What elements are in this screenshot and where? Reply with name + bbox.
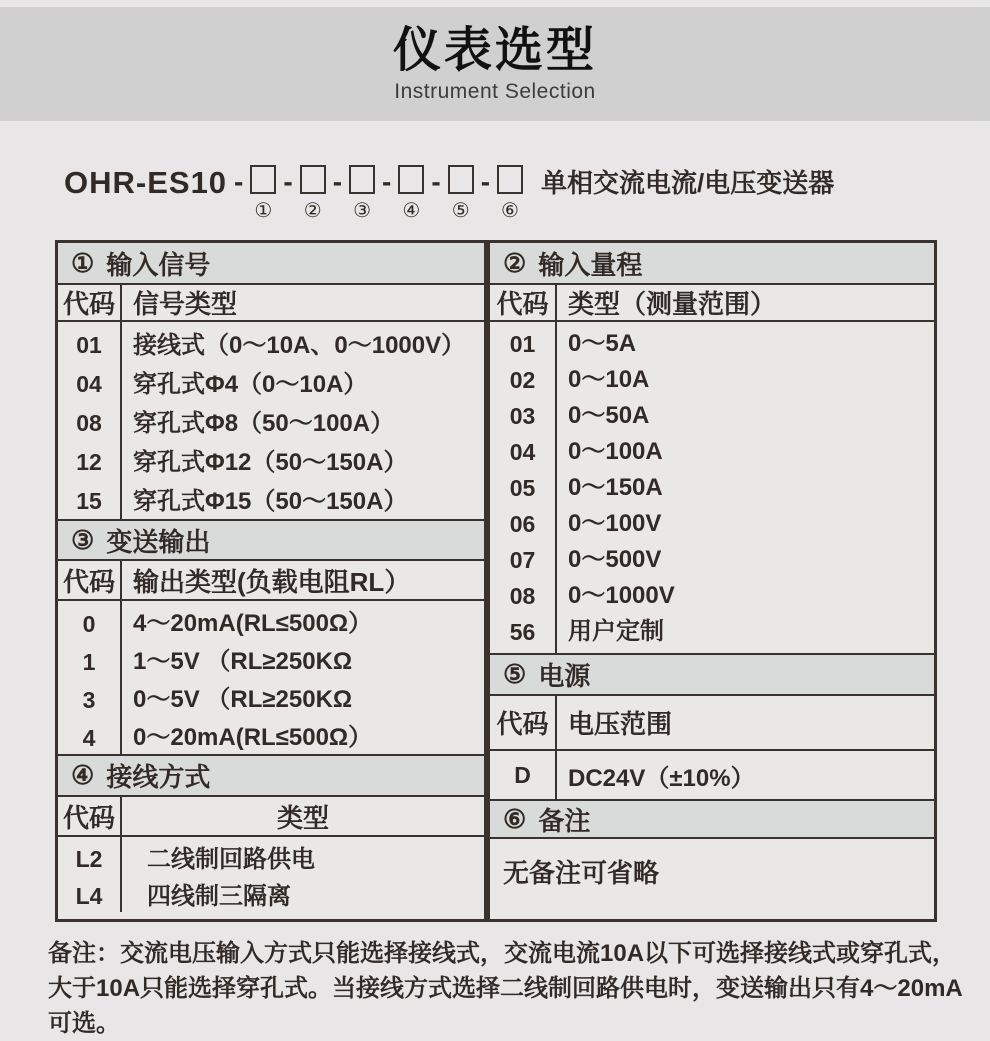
section-label: 电源 — [538, 661, 591, 691]
section-title-remark — [490, 799, 934, 839]
option-text: 4～20mA(RL≤500Ω） — [133, 610, 373, 637]
section-title-power — [490, 653, 934, 696]
value-column — [122, 837, 484, 912]
section-number: ④ — [71, 760, 95, 790]
option-text: 0～100A — [568, 438, 663, 465]
option-number-2: ② — [303, 200, 322, 222]
code-column — [490, 751, 557, 799]
option-text: 0～1000V — [568, 582, 675, 609]
selection-table-right-column — [487, 240, 937, 922]
option-text: 穿孔式Φ12（50～150A） — [133, 449, 408, 476]
code-value: 08 — [76, 410, 102, 436]
option-text: 接线式（0～10A、0～1000V） — [133, 332, 466, 359]
header-row — [58, 561, 484, 601]
code-value: 56 — [509, 619, 536, 645]
dash-separator: - — [382, 166, 392, 197]
section-label: 输入量程 — [538, 249, 643, 280]
option-text: 穿孔式Φ4（0～10A） — [133, 371, 368, 398]
code-value: 3 — [82, 687, 96, 713]
option-text: 0～500V — [568, 546, 662, 573]
option-number-3: ③ — [353, 200, 371, 222]
code-value: 02 — [509, 367, 536, 393]
option-text: 四线制三隔离 — [147, 883, 291, 910]
option-text: 0～5V （RL≥250KΩ — [133, 686, 353, 713]
section-label: 备注 — [538, 805, 591, 836]
header-row — [58, 797, 484, 837]
section-title-input-range — [490, 243, 934, 285]
code-value: 05 — [509, 475, 536, 501]
value-column — [122, 322, 484, 519]
section-output — [58, 519, 484, 754]
option-text: 0～50A — [568, 402, 650, 429]
dash-separator: - — [431, 166, 441, 197]
option-text: 0～20mA(RL≤500Ω） — [133, 724, 373, 751]
value-column — [557, 322, 934, 653]
option-text: 穿孔式Φ8（50～100A） — [133, 410, 395, 437]
dash-separator: - — [332, 166, 343, 197]
code-value: 15 — [76, 488, 102, 514]
section-title-input-signal — [58, 243, 484, 285]
dash-separator: - — [480, 166, 491, 197]
code-value: 08 — [509, 583, 536, 609]
option-text: 二线制回路供电 — [147, 846, 315, 873]
code-value: 12 — [76, 449, 102, 475]
code-value: 06 — [509, 511, 536, 537]
section-input-signal — [58, 243, 484, 519]
option-text: 用户定制 — [568, 618, 664, 645]
model-option-slot-1 — [250, 165, 276, 222]
section-number: ⑤ — [503, 659, 527, 689]
column-header-type: 类型 — [276, 802, 329, 833]
option-box-5 — [448, 165, 474, 194]
page-title: 仪表选型 — [392, 24, 597, 77]
section-body — [58, 322, 484, 519]
model-code-line — [64, 165, 964, 222]
option-box-1 — [250, 165, 276, 194]
footnote-line: 备注：交流电压输入方式只能选择接线式，交流电流10A以下可选择接线式或穿孔式， — [48, 940, 957, 967]
code-value: 04 — [509, 439, 536, 465]
footnote — [48, 936, 963, 1041]
column-header-code: 代码 — [58, 797, 122, 835]
section-number: ② — [503, 247, 527, 278]
section-body — [490, 751, 934, 799]
option-number-4: ④ — [402, 200, 421, 222]
product-name: 单相交流电流/电压变送器 — [541, 168, 835, 198]
value-column — [557, 751, 934, 799]
section-label: 输入信号 — [106, 249, 211, 280]
code-column — [58, 322, 122, 519]
option-text: 0～100V — [568, 510, 662, 537]
model-option-slot-5 — [448, 165, 474, 222]
column-header-type: 输出类型(负载电阻RL） — [133, 566, 411, 597]
code-value: 0 — [82, 611, 96, 637]
option-number-1: ① — [254, 200, 273, 222]
code-value: 04 — [76, 371, 102, 397]
selection-table-left-column — [55, 240, 487, 922]
option-text: DC24V（±10%） — [568, 764, 755, 792]
section-number: ① — [71, 247, 95, 278]
page-subtitle: Instrument Selection — [394, 80, 596, 103]
code-value: 01 — [76, 332, 102, 358]
code-value: L4 — [75, 883, 103, 909]
section-wiring — [58, 754, 484, 912]
code-value: 07 — [509, 547, 536, 573]
option-box-3 — [349, 165, 375, 194]
model-option-slot-3 — [349, 165, 375, 222]
option-text: 穿孔式Φ15（50～150A） — [133, 488, 408, 515]
model-option-slot-4 — [398, 165, 424, 222]
code-value: 1 — [82, 649, 96, 675]
header-row — [490, 285, 934, 322]
code-value: 01 — [509, 331, 536, 357]
section-title-wiring — [58, 754, 484, 797]
model-prefix: OHR-ES10 — [64, 165, 228, 200]
model-option-slot-6 — [497, 165, 523, 222]
code-column — [58, 837, 122, 912]
option-box-4 — [398, 165, 424, 194]
column-header-code: 代码 — [58, 285, 122, 320]
option-number-6: ⑥ — [501, 200, 519, 222]
section-title-output — [58, 519, 484, 561]
section-body — [490, 322, 934, 653]
model-option-slot-2 — [300, 165, 326, 222]
footnote-line: 大于10A只能选择穿孔式。当接线方式选择二线制回路供电时，变送输出只有4～20mA — [48, 975, 963, 1002]
option-text: 0～10A — [568, 366, 650, 393]
code-column — [490, 322, 557, 653]
option-box-2 — [300, 165, 326, 194]
column-header-voltage-range: 电压范围 — [568, 709, 673, 739]
column-header-code: 代码 — [490, 285, 557, 320]
header-row — [490, 696, 934, 751]
code-value: D — [514, 761, 531, 788]
header-row — [58, 285, 484, 322]
title-band — [0, 7, 990, 121]
column-header-type: 信号类型 — [133, 289, 238, 319]
section-remark — [490, 799, 934, 914]
section-label: 接线方式 — [106, 762, 211, 792]
section-power — [490, 653, 934, 799]
column-header-code: 代码 — [490, 696, 557, 749]
section-input-range — [490, 243, 934, 653]
code-value: 03 — [509, 403, 536, 429]
option-number-5: ⑤ — [451, 200, 470, 222]
code-column — [58, 601, 122, 754]
dash-separator: - — [283, 166, 293, 197]
section-body — [58, 837, 484, 912]
remark-text: 无备注可省略 — [503, 858, 660, 888]
code-value: L2 — [75, 846, 103, 872]
option-box-6 — [497, 165, 523, 194]
footnote-line: 可选。 — [48, 1010, 120, 1037]
section-body — [58, 601, 484, 754]
code-value: 4 — [82, 725, 96, 751]
value-column — [122, 601, 484, 754]
option-text: 0～5A — [568, 330, 637, 357]
column-header-code: 代码 — [58, 561, 122, 599]
section-label: 变送输出 — [106, 526, 211, 557]
option-text: 0～150A — [568, 474, 663, 501]
section-number: ③ — [71, 524, 95, 555]
section-number: ⑥ — [503, 803, 527, 834]
dash-separator: - — [234, 166, 244, 197]
option-text: 1～5V （RL≥250KΩ — [133, 648, 353, 675]
column-header-type: 类型（测量范围） — [568, 289, 777, 319]
